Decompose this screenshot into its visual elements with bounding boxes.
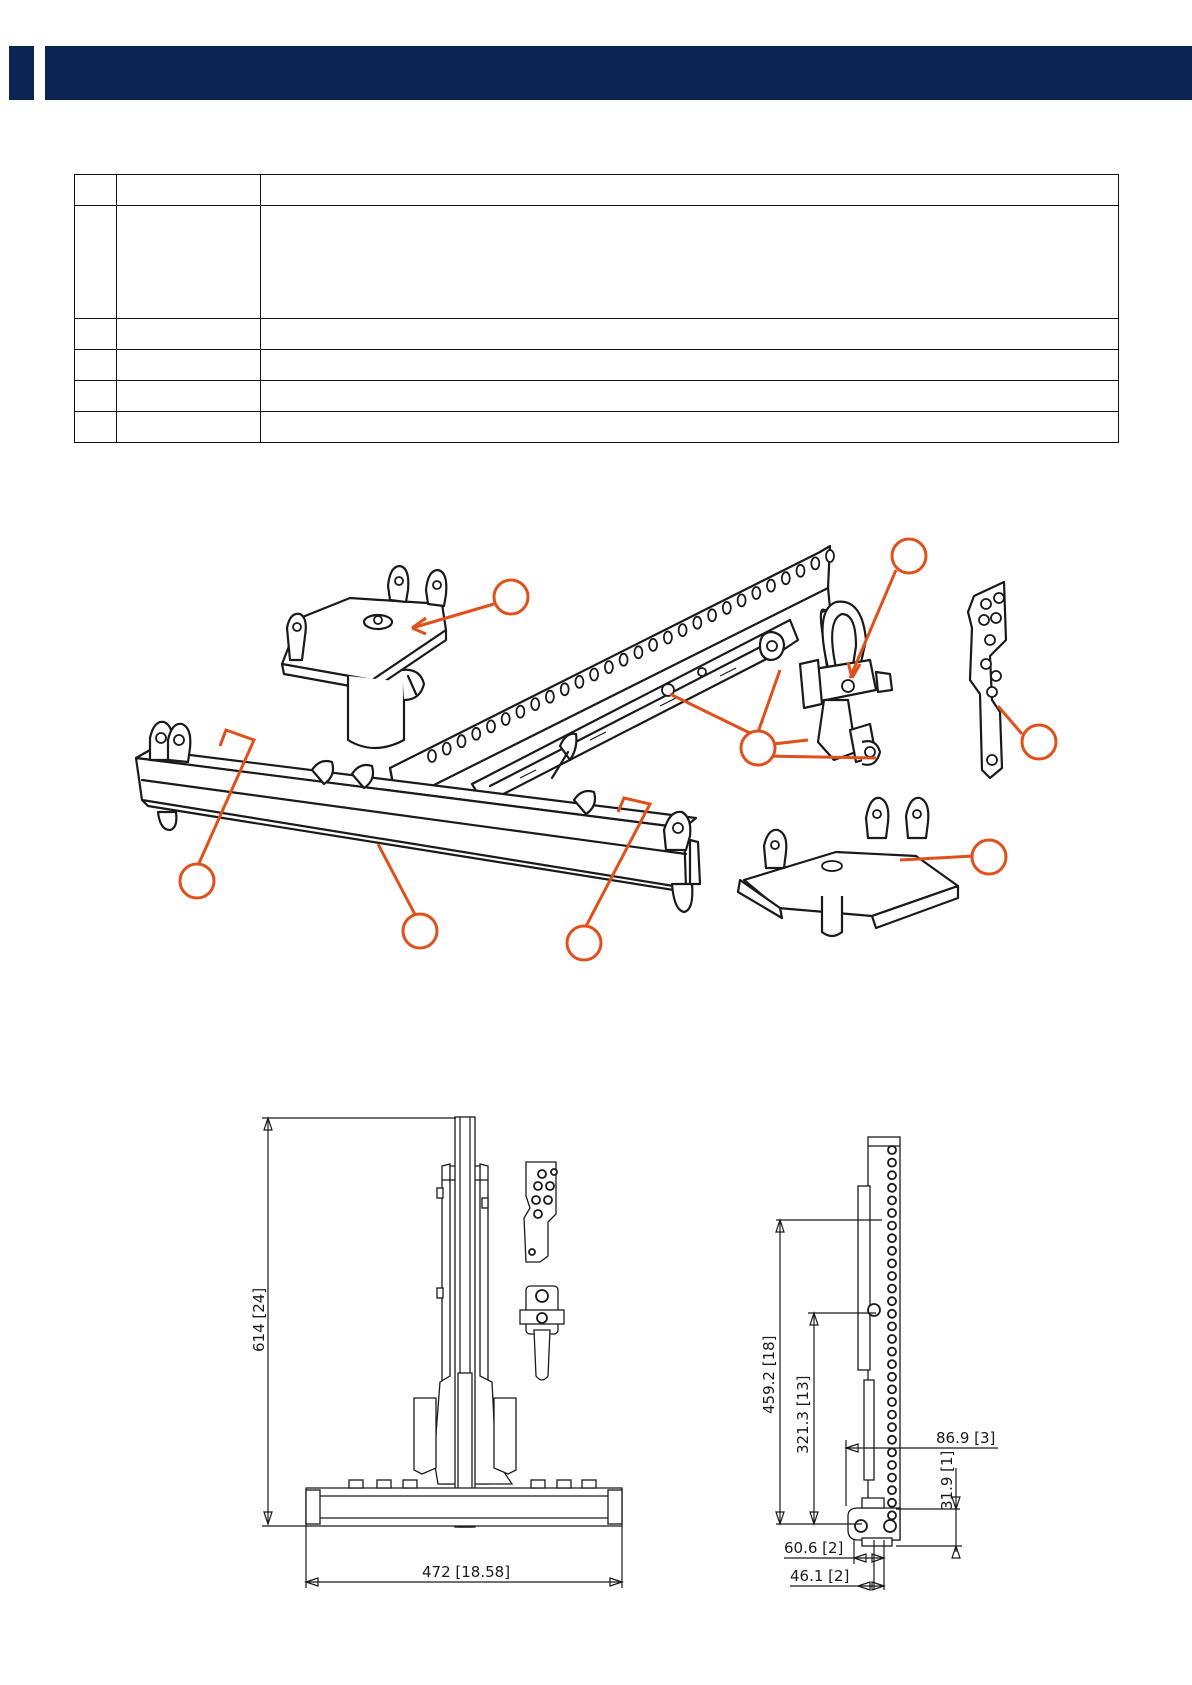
- rigging-hole: [888, 1234, 896, 1242]
- rigging-hole: [502, 713, 510, 725]
- rigging-hole: [634, 646, 642, 658]
- rigging-hole: [590, 669, 598, 681]
- rigging-hole: [575, 676, 583, 688]
- rigging-hole: [782, 572, 790, 584]
- rigging-hole: [888, 1285, 896, 1293]
- rigging-hole: [767, 580, 775, 592]
- rigging-hole: [516, 706, 524, 718]
- dim-label-height: 614 [24]: [250, 1287, 268, 1352]
- dim-label-offset-bottom: 31.9 [1]: [938, 1450, 956, 1510]
- dim-label-offset-right: 86.9 [3]: [936, 1429, 996, 1447]
- rigging-hole: [888, 1171, 896, 1179]
- rigging-hole: [888, 1247, 896, 1255]
- rigging-hole: [693, 617, 701, 629]
- rigging-hole: [888, 1360, 896, 1368]
- rigging-hole: [443, 743, 451, 755]
- rigging-hole: [811, 557, 819, 569]
- dim-label-width: 472 [18.58]: [422, 1563, 511, 1581]
- rigging-hole: [664, 632, 672, 644]
- rigging-hole: [888, 1348, 896, 1356]
- rigging-hole: [752, 587, 760, 599]
- rigging-hole: [561, 683, 569, 695]
- rigging-hole: [888, 1474, 896, 1482]
- rigging-hole: [888, 1335, 896, 1343]
- rigging-hole: [888, 1297, 896, 1305]
- rigging-hole: [708, 609, 716, 621]
- rigging-hole: [888, 1385, 896, 1393]
- bottom-mount-bracket: [738, 798, 958, 936]
- top-mount-bracket: [282, 566, 446, 748]
- rigging-hole: [888, 1461, 896, 1469]
- rigging-hole: [888, 1322, 896, 1330]
- rigging-hole: [888, 1511, 896, 1519]
- callout-circle: [494, 580, 528, 614]
- rigging-hole: [888, 1411, 896, 1419]
- rigging-hole: [738, 594, 746, 606]
- rigging-hole: [888, 1196, 896, 1204]
- callout-circle: [741, 731, 775, 765]
- rigging-hole: [888, 1398, 896, 1406]
- callout-circle: [1022, 725, 1056, 759]
- rigging-hole: [472, 728, 480, 740]
- shackle-detail: [520, 1286, 564, 1380]
- dim-label-base-1: 60.6 [2]: [784, 1539, 844, 1557]
- rigging-hole: [797, 565, 805, 577]
- callout-circle: [972, 840, 1006, 874]
- rigging-hole: [888, 1373, 896, 1381]
- rigging-hole: [888, 1259, 896, 1267]
- rigging-hole: [723, 602, 731, 614]
- rigging-hole: [888, 1184, 896, 1192]
- rigging-hole: [888, 1310, 896, 1318]
- rigging-hole: [620, 654, 628, 666]
- rigging-hole: [888, 1209, 896, 1217]
- rigging-hole: [888, 1146, 896, 1154]
- dim-label-side-1: 459.2 [18]: [760, 1335, 778, 1414]
- dim-label-base-2: 46.1 [2]: [790, 1567, 850, 1585]
- callout-circle: [892, 539, 926, 573]
- callout-arrow: [378, 844, 420, 924]
- rigging-hole: [679, 624, 687, 636]
- rigging-hole: [826, 550, 834, 562]
- rigging-hole: [458, 735, 466, 747]
- rigging-hole: [888, 1499, 896, 1507]
- angle-plate-detail: [524, 1162, 557, 1262]
- angle-plate: [968, 582, 1006, 778]
- rigging-hole: [888, 1486, 896, 1494]
- rigging-hole: [428, 750, 436, 762]
- rigging-hole: [546, 691, 554, 703]
- rigging-hole: [888, 1448, 896, 1456]
- callout-circle: [403, 914, 437, 948]
- rigging-hole: [888, 1159, 896, 1167]
- callout-circle: [180, 864, 214, 898]
- front-view: [306, 1117, 622, 1527]
- callout-circle: [567, 926, 601, 960]
- rigging-hole: [888, 1272, 896, 1280]
- rigging-hole: [605, 661, 613, 673]
- rigging-hole: [649, 639, 657, 651]
- rigging-hole: [487, 720, 495, 732]
- dim-label-side-2: 321.3 [13]: [794, 1375, 812, 1454]
- rigging-hole: [888, 1222, 896, 1230]
- rigging-hole: [888, 1436, 896, 1444]
- rigging-hole: [888, 1423, 896, 1431]
- rigging-hole: [531, 698, 539, 710]
